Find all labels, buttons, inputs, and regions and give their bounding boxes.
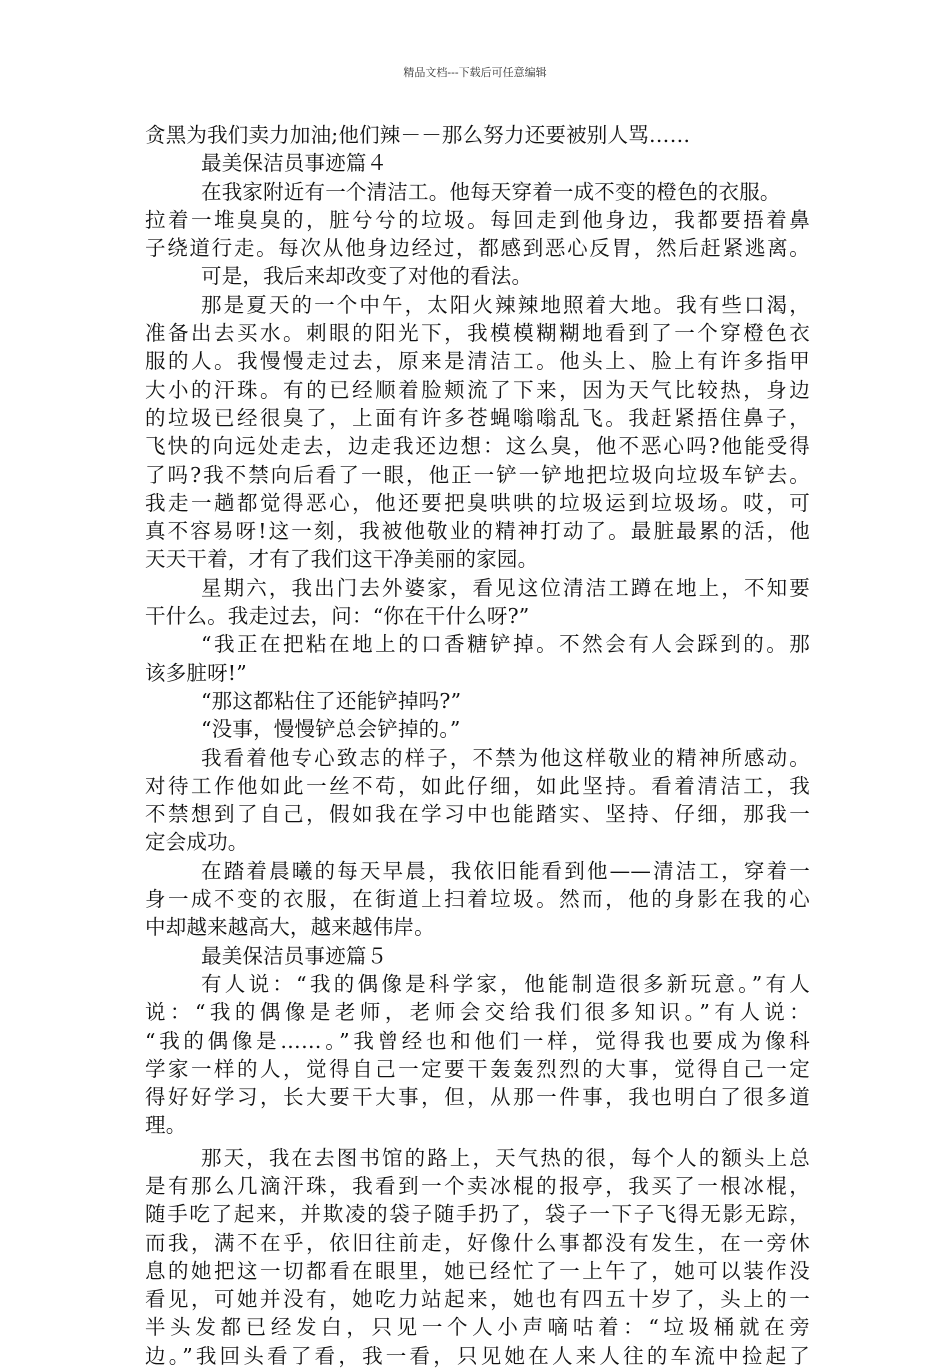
- text-line: 大小的汗珠。有的已经顺着脸颊流了下来，因为天气比较热，身边: [145, 377, 810, 402]
- text-line: 不禁想到了自己，假如我在学习中也能踏实、坚持、仔细，那我一: [145, 802, 810, 827]
- text-line: 看见，可她并没有，她吃力站起来，她也有四五十岁了，头上的一: [145, 1287, 810, 1312]
- text-line: 说：“我的偶像是老师，老师会交给我们很多知识。”有人说：: [145, 1000, 810, 1025]
- text-line: 在踏着晨曦的每天早晨，我依旧能看到他——清洁工，穿着一: [201, 858, 810, 883]
- text-line: 在我家附近有一个清洁工。他每天穿着一成不变的橙色的衣服。: [201, 179, 781, 204]
- text-line: 那天，我在去图书馆的路上，天气热的很，每个人的额头上总: [201, 1145, 810, 1170]
- text-line: 拉着一堆臭臭的，脏兮兮的垃圾。每回走到他身边，我都要捂着鼻: [145, 207, 810, 232]
- text-line: 天天干着，才有了我们这干净美丽的家园。: [145, 547, 539, 572]
- text-line: 真不容易呀!这一刻，我被他敬业的精神打动了。最脏最累的活，他: [145, 519, 810, 544]
- text-line: 是有那么几滴汗珠，我看到一个卖冰棍的报亭，我买了一根冰棍，: [145, 1173, 810, 1198]
- text-line: 理。: [145, 1113, 187, 1138]
- text-line: 服的人。我慢慢走过去，原来是清洁工。他头上、脸上有许多指甲: [145, 349, 810, 374]
- text-line: 边。”我回头看了看，我一看，只见她在人来人往的车流中捡起了: [145, 1343, 810, 1368]
- text-line: 可是，我后来却改变了对他的看法。: [201, 264, 533, 289]
- text-line: 定会成功。: [145, 830, 249, 855]
- text-line: 我走一趟都觉得恶心，他还要把臭哄哄的垃圾运到垃圾场。哎，可: [145, 490, 810, 515]
- text-line: 该多脏呀!”: [145, 660, 247, 685]
- text-line: 飞快的向远处走去，边走我还边想：这么臭，他不恶心吗?他能受得: [145, 434, 810, 459]
- text-line: 星期六，我出门去外婆家，看见这位清洁工蹲在地上，不知要: [201, 575, 810, 600]
- text-line: 学家一样的人，觉得自己一定要干轰轰烈烈的大事，觉得自己一定: [145, 1056, 810, 1081]
- text-line: 对待工作他如此一丝不苟，如此仔细，如此坚持。看着清洁工，我: [145, 773, 810, 798]
- text-line: “那这都粘住了还能铲掉吗?”: [201, 688, 462, 713]
- text-line: 半头发都已经发白，只见一个人小声嘀咕着：“垃圾桶就在旁: [145, 1315, 810, 1340]
- text-line: 有人说：“我的偶像是科学家，他能制造很多新玩意。”有人: [201, 971, 810, 996]
- text-line: 那是夏天的一个中午，太阳火辣辣地照着大地。我有些口渴，: [201, 292, 810, 317]
- text-line: 身一成不变的衣服，在街道上扫着垃圾。然而，他的身影在我的心: [145, 887, 810, 912]
- text-line: 随手吃了起来，并欺凌的袋子随手扔了，袋子一下子飞得无影无踪，: [145, 1202, 810, 1227]
- text-line: 的垃圾已经很臭了，上面有许多苍蝇嗡嗡乱飞。我赶紧捂住鼻子，: [145, 405, 810, 430]
- page-header: 精品文档---下载后可任意编辑: [403, 66, 547, 79]
- text-line: 得好好学习，长大要干大事，但，从那一件事，我也明白了很多道: [145, 1085, 810, 1110]
- text-line: 干什么。我走过去，问：“你在干什么呀?”: [145, 604, 530, 629]
- text-line: 子绕道行走。每次从他身边经过，都感到恶心反胃，然后赶紧逃离。: [145, 236, 810, 261]
- text-line: 准备出去买水。刺眼的阳光下，我模模糊糊地看到了一个穿橙色衣: [145, 321, 810, 346]
- text-line: 中却越来越高大，越来越伟岸。: [145, 915, 435, 940]
- text-line: 最美保洁员事迹篇５: [201, 943, 388, 968]
- text-line: 贪黑为我们卖力加油;他们辣－－那么努力还要被别人骂……: [145, 123, 691, 147]
- text-line: “我的偶像是……。”我曾经也和他们一样，觉得我也要成为像科: [145, 1028, 810, 1053]
- text-line: 我看着他专心致志的样子，不禁为他这样敬业的精神所感动。: [201, 745, 810, 770]
- text-line: 而我，满不在乎，依旧往前走，好像什么事都没有发生，在一旁休: [145, 1230, 810, 1255]
- text-line: 息的她把这一切都看在眼里，她已经忙了一上午了，她可以装作没: [145, 1258, 810, 1283]
- text-line: “没事，慢慢铲总会铲掉的。”: [201, 717, 461, 742]
- document-body: [145, 121, 810, 1370]
- text-line: “我正在把粘在地上的口香糖铲掉。不然会有人会踩到的。那: [201, 632, 810, 657]
- text-line: 最美保洁员事迹篇４: [201, 151, 388, 176]
- text-line: 了吗?我不禁向后看了一眼，他正一铲一铲地把垃圾向垃圾车铲去。: [145, 462, 810, 487]
